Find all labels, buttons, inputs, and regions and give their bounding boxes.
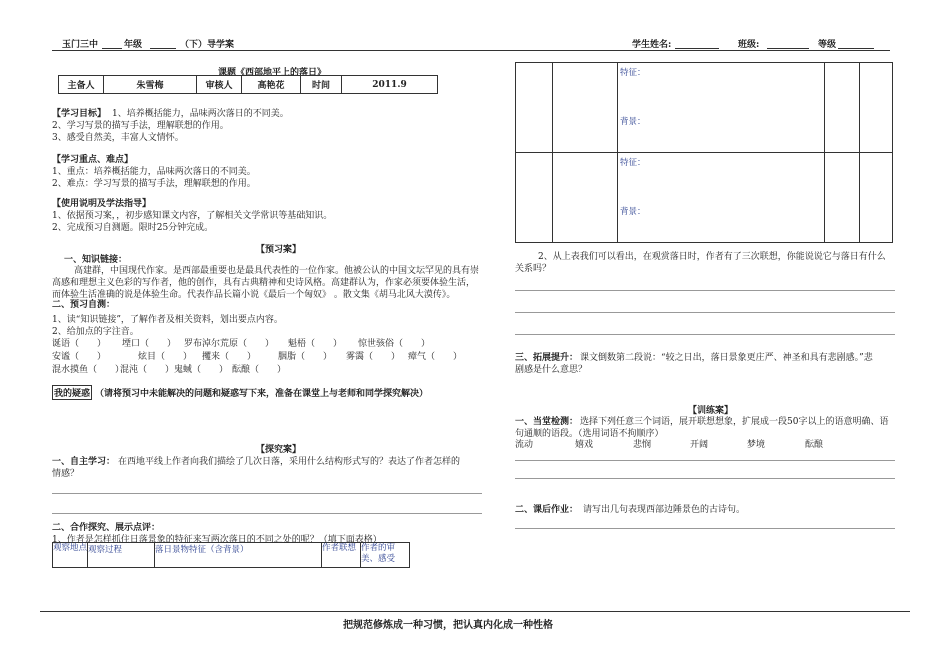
grade-blank[interactable] — [102, 48, 122, 49]
coop-question-1: 1、作者是怎样抓住日落景象的特征来写两次落日的不同之处的呢？（填下面表格） — [52, 535, 382, 545]
background-label: 背景： — [620, 207, 646, 217]
school-name: 玉门三中 — [62, 40, 99, 50]
feature-label: 特征： — [620, 68, 646, 78]
features-cell[interactable] — [618, 63, 825, 153]
header-rule — [52, 50, 890, 51]
table-cell[interactable] — [860, 153, 893, 243]
usage-item: 1、依据预习案，，初步感知课文内容，了解相关文学常识等基础知识。 — [52, 211, 333, 221]
pinyin-item[interactable]: 混水摸鱼（ ） — [52, 365, 125, 375]
homework-title: 二、课后作业： — [515, 505, 579, 515]
check-instructions: 选择下列任意三个词语，展开联想想象，扩展成一段50字以上的语意明确、语 — [580, 417, 889, 427]
self-study-question-cont: 情感？ — [52, 469, 80, 479]
student-name-label: 学生姓名: — [632, 40, 672, 50]
observation-table-continued — [515, 62, 893, 243]
pinyin-item[interactable]: 胭脂（ ） — [278, 352, 333, 362]
word-option: 开阔 — [690, 440, 709, 450]
table-cell[interactable] — [516, 153, 553, 243]
usage-item: 2、完成预习自测题。限时25分钟完成。 — [52, 223, 214, 233]
grade-label: 年级 — [124, 40, 143, 50]
explore-heading: 【探究案】 — [256, 445, 302, 455]
knowledge-title: 一、知识链接： — [64, 255, 128, 265]
answer-line[interactable] — [515, 528, 895, 529]
pinyin-item[interactable]: 酝酿（ ） — [232, 365, 287, 375]
extension-title: 三、拓展提升： — [515, 353, 579, 363]
usage-heading: 【使用说明及学法指导】 — [52, 199, 152, 209]
self-study-question: 在西地平线上作者向我们描绘了几次日落，采用什么结构形式写的？表达了作者怎样的 — [118, 457, 461, 467]
pinyin-item[interactable]: 堙口（ ） — [122, 339, 177, 349]
time-label: 时间 — [301, 76, 342, 94]
knowledge-line: 高感和理想主义色彩的写作者，他的创作，具有古典精神和史诗风格。高建群认为，作家必须要体验生活， — [52, 278, 476, 288]
table-header-process: 观察过程 — [88, 543, 155, 568]
pinyin-item[interactable]: 雾霭（ ） — [346, 352, 401, 362]
table-header-features: 落日景物特征（含背景） — [155, 543, 322, 568]
selftest-q1: 1、读“知识链接”，了解作者及相关资料，划出要点内容。 — [52, 315, 283, 325]
class-label: 班级: — [738, 40, 760, 50]
table-cell[interactable] — [825, 63, 860, 153]
pinyin-item[interactable]: 罗布淖尔荒原（ ） — [184, 339, 275, 349]
key-points-heading: 【学习重点、难点】 — [52, 155, 134, 165]
table-header-aesthetic: 作者的审美、感受 — [361, 543, 410, 568]
lesson-title: 课题《西部地平上的落日》 — [218, 68, 327, 78]
self-study-title: 一、自主学习： — [52, 457, 116, 467]
doubt-label: 我的疑惑 — [52, 385, 92, 400]
goals-heading: 【学习目标】 — [52, 109, 107, 119]
extension-question-cont: 剧感是什么意思？ — [515, 365, 588, 375]
answer-line[interactable] — [515, 334, 895, 335]
pinyin-item[interactable]: 混沌（ ） — [120, 365, 175, 375]
selftest-q2: 2、给加点的字注音。 — [52, 327, 139, 337]
level-label: 等级 — [818, 40, 837, 50]
student-name-blank[interactable] — [675, 48, 719, 49]
doubt-instructions: （请将预习中未能解决的问题和疑惑写下来，准备在课堂上与老师和同学探究解决） — [95, 389, 429, 399]
word-option: 酝酿 — [805, 440, 824, 450]
goal-item: 1、培养概括能力，品味两次落日的不同美。 — [112, 109, 289, 119]
check-title: 一、当堂检测： — [515, 417, 579, 427]
pinyin-item[interactable]: 炫目（ ） — [138, 352, 193, 362]
features-cell[interactable] — [618, 153, 825, 243]
pinyin-item[interactable]: 瘴气（ ） — [408, 352, 463, 362]
coop-title: 二、合作探究、展示点评： — [52, 523, 161, 533]
table-cell[interactable] — [860, 63, 893, 153]
knowledge-line: 高建群，中国现代作家。是西部最重要也是最具代表性的一位作家。他被公认的中国文坛罕见的具有崇 — [74, 266, 480, 276]
preparer-label: 主备人 — [59, 76, 104, 94]
class-blank[interactable] — [767, 48, 809, 49]
selftest-title: 二、预习自测： — [52, 300, 116, 310]
footer-rule — [40, 611, 910, 612]
pinyin-item[interactable]: 魁梧（ ） — [288, 339, 343, 349]
background-label: 背景： — [620, 117, 646, 127]
pinyin-item[interactable]: 安谧（ ） — [52, 352, 107, 362]
answer-line[interactable] — [515, 460, 895, 461]
answer-line[interactable] — [515, 478, 895, 479]
extension-question: 课文倒数第二段说：“较之日出，落日景象更庄严、神圣和具有悲剧感。”悲 — [580, 353, 873, 363]
answer-line[interactable] — [515, 290, 895, 291]
word-option: 梦境 — [747, 440, 766, 450]
answer-line[interactable] — [515, 312, 895, 313]
check-instructions-cont: 句通顺的语段。（选用词语不拘顺序） — [515, 429, 664, 439]
reviewer-label: 审核人 — [197, 76, 242, 94]
pinyin-item[interactable]: 攫来（ ） — [202, 352, 257, 362]
answer-line[interactable] — [52, 493, 482, 494]
reviewer-value: 高艳花 — [242, 76, 301, 94]
goal-item: 2、学习写景的描写手法，理解联想的作用。 — [52, 121, 229, 131]
answer-line[interactable] — [52, 513, 482, 514]
feature-label: 特征： — [620, 158, 646, 168]
knowledge-line: 而体验生活准确的说是体验生命。代表作品长篇小说《最后一个匈奴》 。散文集《胡马北风大漠传》。 — [52, 290, 456, 300]
word-option: 悲悯 — [633, 440, 652, 450]
word-option: 流动 — [515, 440, 534, 450]
table-header-association: 作者联想 — [322, 543, 361, 568]
pinyin-item[interactable]: 惊世骇俗（ ） — [358, 339, 431, 349]
table-header-location: 观察地点 — [53, 543, 88, 568]
table-cell[interactable] — [553, 63, 618, 153]
key-point-item: 2、难点：学习写景的描写手法，理解联想的作用。 — [52, 179, 256, 189]
question-2-cont: 关系吗？ — [515, 264, 552, 274]
table-cell[interactable] — [825, 153, 860, 243]
key-point-item: 1、重点：培养概括能力，品味两次落日的不同美。 — [52, 167, 256, 177]
goal-item: 3、感受自然美，丰富人文情怀。 — [52, 133, 184, 143]
table-cell[interactable] — [516, 63, 553, 153]
level-blank[interactable] — [838, 48, 874, 49]
time-value: 2011.9 — [342, 76, 438, 94]
pinyin-item[interactable]: 诞语（ ） — [52, 339, 107, 349]
preparer-value: 朱雪梅 — [104, 76, 197, 94]
term-label: （下）导学案 — [180, 40, 235, 50]
word-option: 嬉戏 — [575, 440, 594, 450]
question-2: 2、从上表我们可以看出，在观赏落日时，作者有了三次联想，你能说说它与落日有什么 — [538, 252, 886, 262]
term-blank[interactable] — [150, 48, 176, 49]
homework-text: 请写出几句表现西部边陲景色的古诗句。 — [583, 505, 746, 515]
observation-table — [52, 542, 410, 568]
pinyin-item[interactable]: 鬼蜮（ ） — [174, 365, 229, 375]
training-heading: 【训练案】 — [688, 406, 734, 416]
table-cell[interactable] — [553, 153, 618, 243]
preview-heading: 【预习案】 — [256, 245, 302, 255]
info-table — [58, 75, 438, 94]
footer-motto: 把规范修炼成一种习惯，把认真内化成一种性格 — [343, 620, 553, 631]
